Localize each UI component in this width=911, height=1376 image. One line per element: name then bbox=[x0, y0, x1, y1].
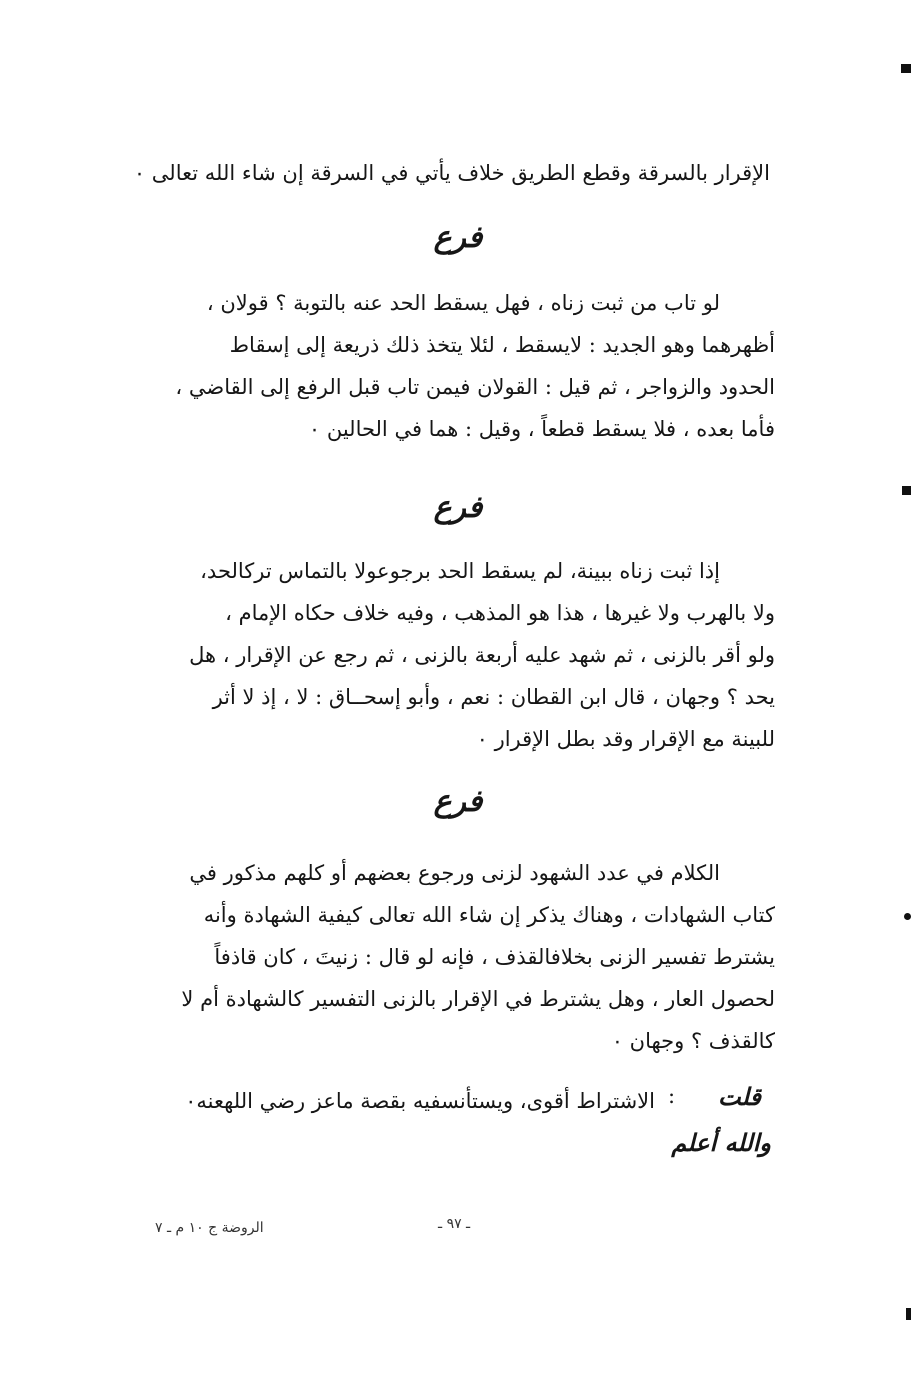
text-line: الكلام في عدد الشهود لزنى ورجوع بعضهم أو كلهم مذكور في bbox=[189, 861, 720, 885]
note-line: الاشتراط أقوى، ويستأنسفيه بقصة ماعز رضي اللهعنه٠ bbox=[185, 1089, 655, 1113]
text-line: أظهرهما وهو الجديد : لايسقط ، لئلا يتخذ ذلك ذريعة إلى إسقاط bbox=[229, 333, 775, 357]
text-line: كتاب الشهادات ، وهناك يذكر إن شاء الله تعالى كيفية الشهادة وأنه bbox=[203, 903, 775, 927]
note-colon: : bbox=[668, 1084, 676, 1108]
section-1-paragraph bbox=[135, 282, 775, 450]
text-line: لحصول العار ، وهل يشترط في الإقرار بالزنى التفسير كالشهادة أم لا bbox=[181, 987, 775, 1011]
intro-paragraph bbox=[133, 152, 770, 194]
section-heading-1: فرع bbox=[433, 220, 483, 255]
scan-mark bbox=[902, 486, 911, 495]
text-line: لو تاب من ثبت زناه ، فهل يسقط الحد عنه بالتوبة ؟ قولان ، bbox=[206, 291, 720, 315]
scan-mark bbox=[906, 1308, 911, 1320]
scan-mark bbox=[901, 64, 911, 73]
text-line: يشترط تفسير الزنى بخلافالقذف ، فإنه لو قال : زنيتَ ، كان قاذفاً bbox=[214, 945, 775, 969]
note-closing: والله أعلم bbox=[671, 1128, 771, 1157]
scan-mark bbox=[904, 913, 911, 920]
text-line: كالقذف ؟ وجهان ٠ bbox=[611, 1029, 775, 1053]
printer-signature: الروضة ج ١٠ م ـ ٧ bbox=[155, 1220, 264, 1236]
intro-line: الإقرار بالسرقة وقطع الطريق خلاف يأتي في السرقة إن شاء الله تعالى ٠ bbox=[133, 161, 770, 185]
section-heading-2: فرع bbox=[433, 490, 483, 525]
page-number: ـ ٩٧ ـ bbox=[438, 1216, 471, 1232]
text-line: إذا ثبت زناه ببينة، لم يسقط الحد برجوعولا بالتماس تركالحد، bbox=[200, 559, 720, 583]
text-line: الحدود والزواجر ، ثم قيل : القولان فيمن تاب قبل الرفع إلى القاضي ، bbox=[175, 375, 775, 399]
text-line: للبينة مع الإقرار وقد بطل الإقرار ٠ bbox=[476, 727, 775, 751]
text-line: فأما بعده ، فلا يسقط قطعاً ، وقيل : هما في الحالين ٠ bbox=[308, 417, 775, 441]
note-label: قلت bbox=[718, 1082, 761, 1111]
note-text bbox=[135, 1080, 655, 1122]
section-2-paragraph bbox=[135, 550, 775, 760]
text-line: ولا بالهرب ولا غيرها ، هذا هو المذهب ، وفيه خلاف حكاه الإمام ، bbox=[225, 601, 775, 625]
text-line: يحد ؟ وجهان ، قال ابن القطان : نعم ، وأبو إسحــاق : لا ، إذ لا أثر bbox=[212, 685, 775, 709]
section-3-paragraph bbox=[135, 852, 775, 1062]
text-line: ولو أقر بالزنى ، ثم شهد عليه أربعة بالزنى ، ثم رجع عن الإقرار ، هل bbox=[189, 643, 775, 667]
section-heading-3: فرع bbox=[433, 784, 483, 819]
